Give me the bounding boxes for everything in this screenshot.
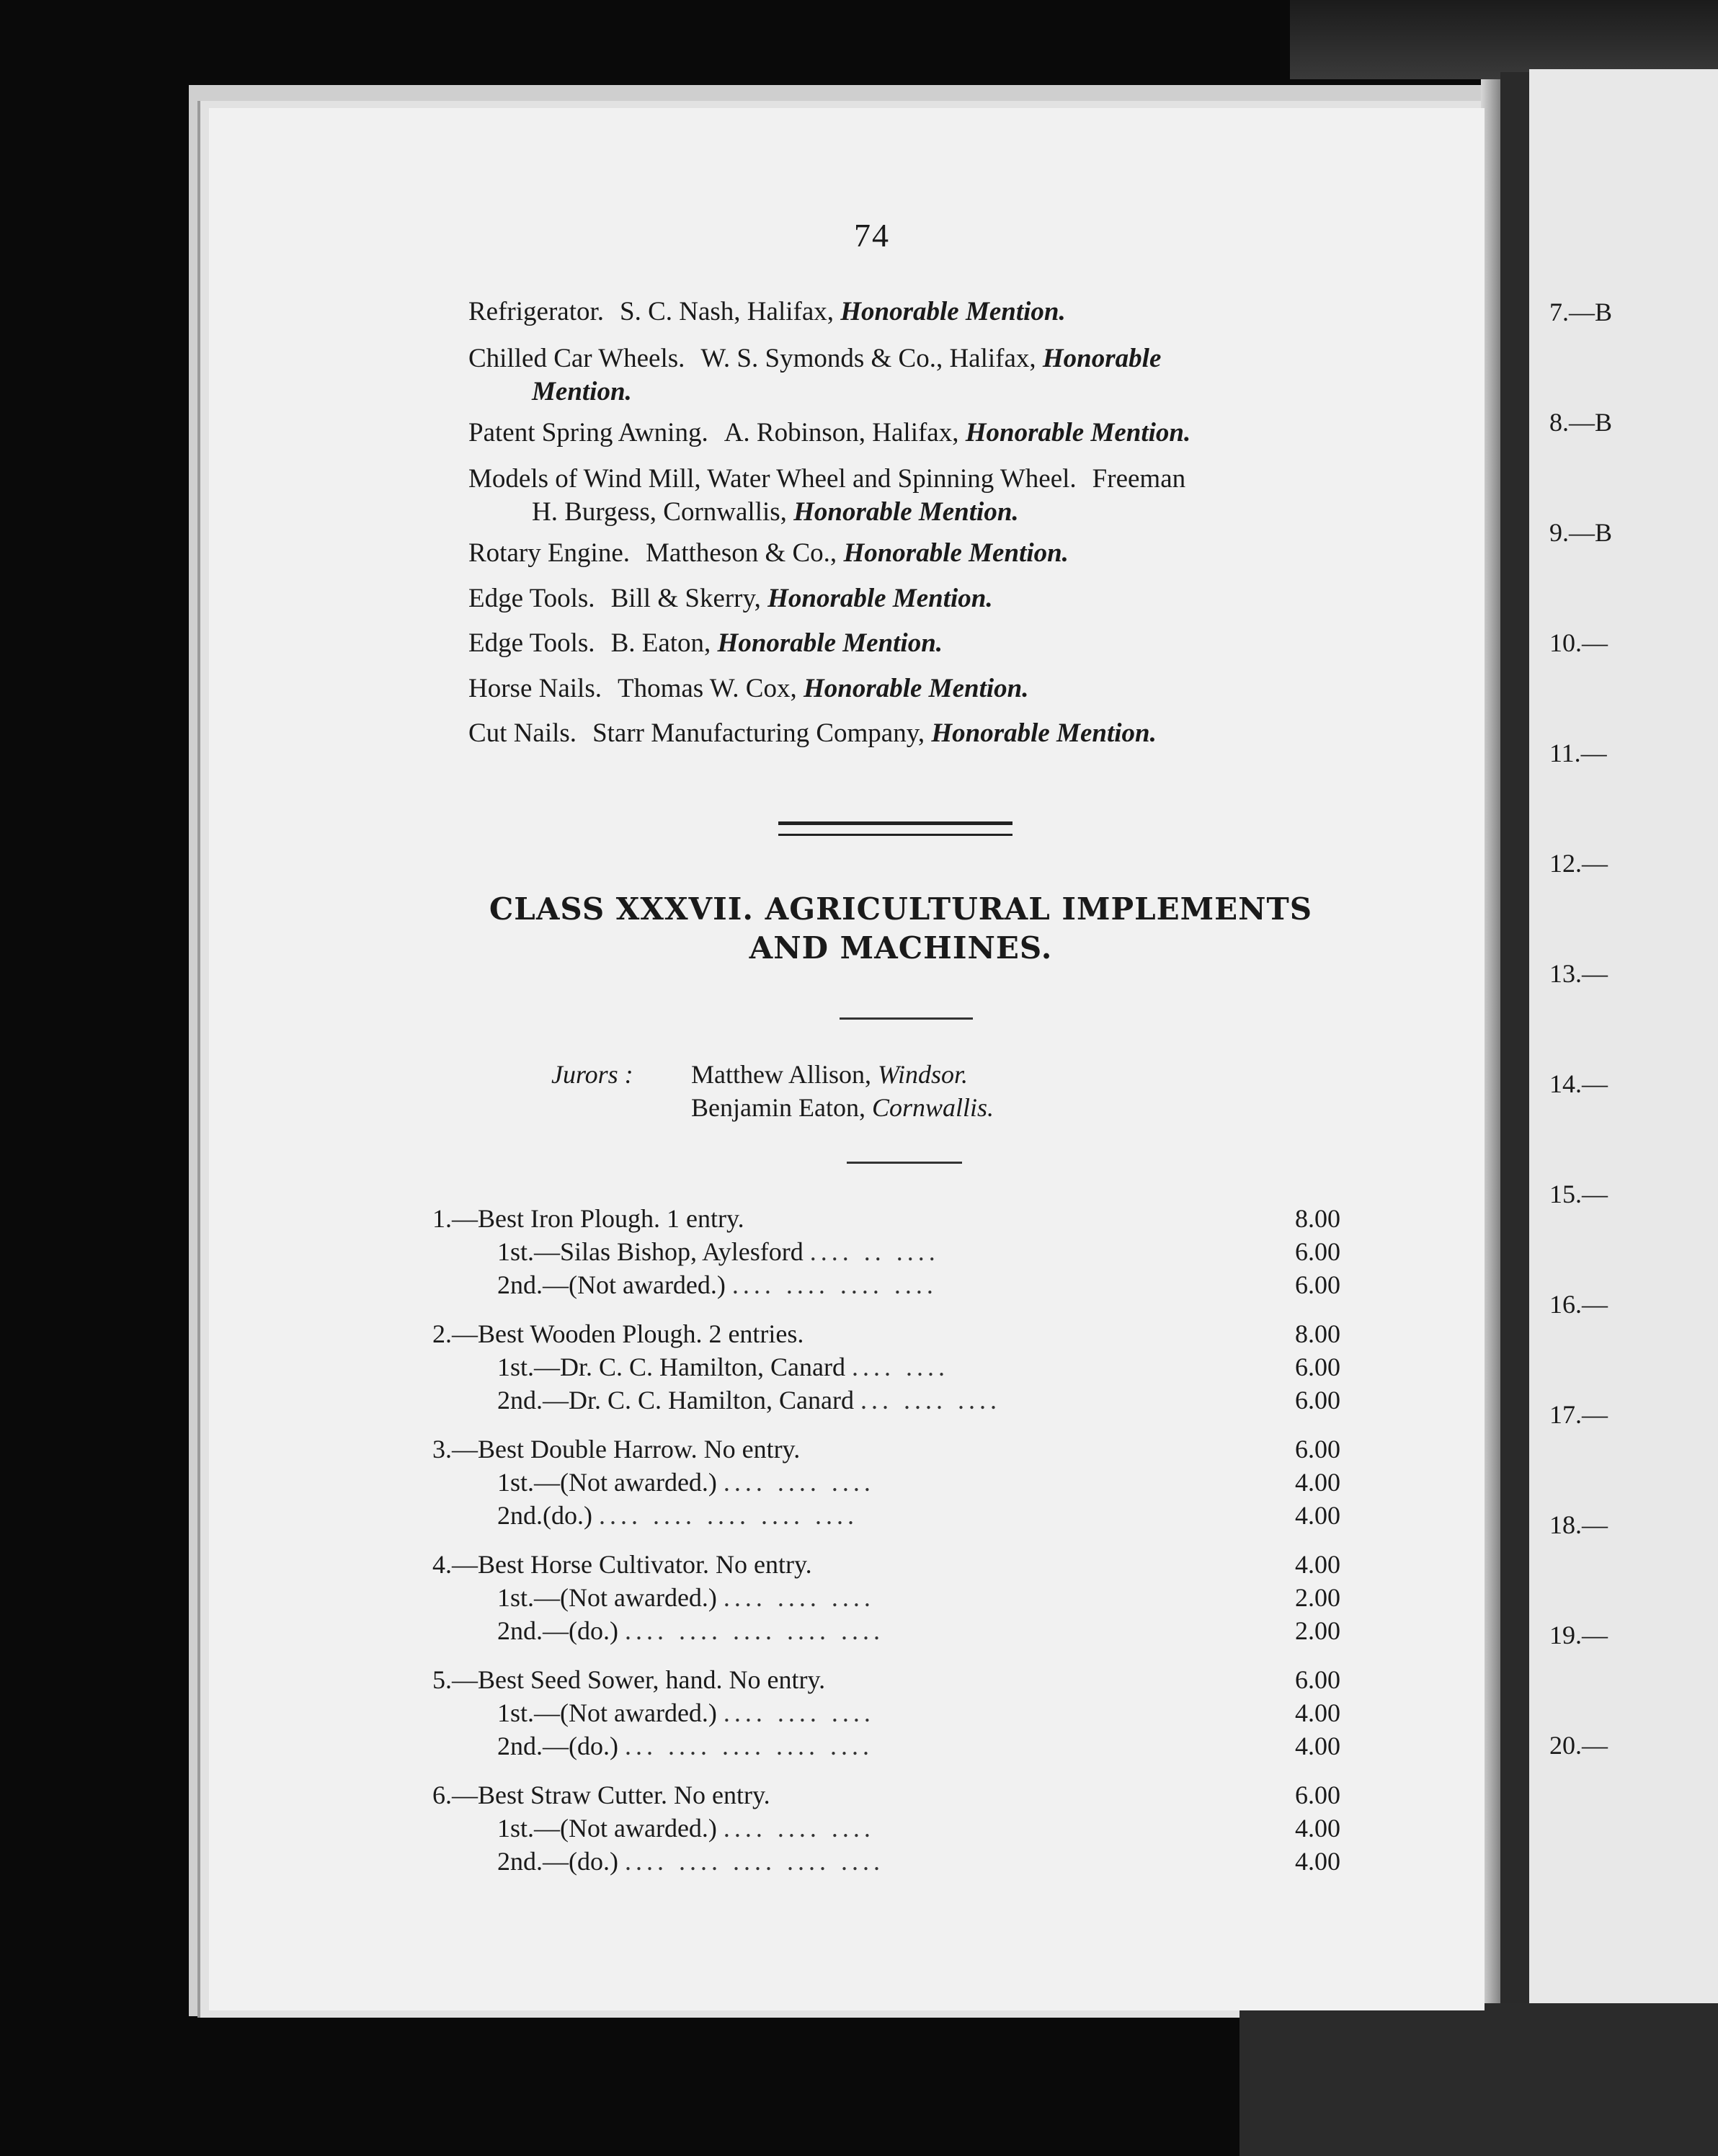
entry-title-row <box>432 1778 1340 1812</box>
prize-winner: 2nd.—(do.) <box>497 1616 618 1645</box>
prize-row <box>432 1235 1340 1268</box>
entry-amount: 8.00 <box>1295 1319 1340 1348</box>
entry-count: No entry. <box>729 1665 826 1694</box>
prize-entry <box>432 1317 1340 1417</box>
award-mention: Honorable Mention. <box>843 538 1069 568</box>
award-mention: Honorable Mention. <box>840 297 1066 326</box>
jurors-names <box>691 1058 994 1124</box>
entry-count: 1 entry. <box>667 1204 744 1233</box>
award-mention: Honorable Mention. <box>767 584 993 613</box>
prize-entry <box>432 1433 1340 1532</box>
prize-winner: 2nd.—Dr. C. C. Hamilton, Canard <box>497 1386 854 1415</box>
heading-rule <box>840 1017 973 1020</box>
facing-entry-number: 17.— <box>1549 1400 1608 1429</box>
leader-dots: .... .... .... <box>723 1583 875 1612</box>
prize-amount: 6.00 <box>1295 1386 1340 1415</box>
entry-title-row <box>432 1202 1340 1235</box>
prize-winner: 2nd.(do.) <box>497 1501 592 1530</box>
award-exhibitor: Mattheson & Co., <box>646 538 837 568</box>
prize-amount: 6.00 <box>1295 1270 1340 1299</box>
award-category: Edge Tools. <box>468 628 595 658</box>
award-mention: Honorable Mention. <box>803 674 1029 703</box>
facing-entry-number: 11.— <box>1549 739 1607 767</box>
facing-entry-number: 8.—B <box>1549 408 1613 437</box>
entry-title: 1.—Best Iron Plough. <box>432 1204 661 1233</box>
prize-winner: 2nd.—(do.) <box>497 1732 618 1760</box>
facing-entry-number: 7.—B <box>1549 298 1613 326</box>
class-heading-line-1: CLASS XXXVII. AGRICULTURAL IMPLEMENTS <box>489 891 1313 927</box>
leader-dots: .... .... .... <box>723 1698 875 1727</box>
entry-title-row <box>432 1433 1340 1466</box>
entry-amount: 4.00 <box>1295 1550 1340 1579</box>
entry-title-row <box>432 1317 1340 1350</box>
award-mention: Honorable Mention. <box>965 418 1191 447</box>
prize-amount: 4.00 <box>1295 1468 1340 1497</box>
prize-row <box>432 1384 1340 1417</box>
prize-amount: 4.00 <box>1295 1698 1340 1727</box>
award-exhibitor: Thomas W. Cox, <box>617 674 797 703</box>
facing-entry-number: 19.— <box>1549 1621 1608 1649</box>
award-category: Edge Tools. <box>468 584 595 613</box>
award-category: Models of Wind Mill, Water Wheel and Spinning Wheel. <box>468 464 1077 494</box>
prize-row <box>432 1499 1340 1532</box>
prize-amount: 4.00 <box>1295 1847 1340 1876</box>
juror-place: Cornwallis. <box>871 1093 994 1122</box>
juror-1 <box>691 1058 994 1091</box>
prize-row <box>432 1466 1340 1499</box>
prize-winner: 1st.—Dr. C. C. Hamilton, Canard <box>497 1353 845 1381</box>
prize-row <box>432 1845 1340 1878</box>
prize-amount: 4.00 <box>1295 1732 1340 1760</box>
award-exhibitor: Freeman <box>1092 464 1186 494</box>
prize-row <box>432 1812 1340 1845</box>
prize-winner: 2nd.—(do.) <box>497 1847 618 1876</box>
facing-entry-number: 13.— <box>1549 959 1608 988</box>
class-heading <box>418 890 1384 968</box>
leader-dots: .... .... .... .... .... <box>624 1616 884 1645</box>
leader-dots: ... .... .... .... .... <box>624 1732 873 1760</box>
prize-winner: 1st.—Silas Bishop, Aylesford <box>497 1237 804 1266</box>
prize-row <box>432 1696 1340 1729</box>
prize-row <box>432 1581 1340 1614</box>
entry-title-row <box>432 1548 1340 1581</box>
prize-winner: 1st.—(Not awarded.) <box>497 1583 717 1612</box>
jurors-label: Jurors : <box>551 1060 633 1089</box>
entry-title: 5.—Best Seed Sower, hand. <box>432 1665 723 1694</box>
juror-name: Benjamin Eaton, <box>691 1093 865 1122</box>
entry-count: No entry. <box>703 1435 801 1464</box>
entry-title: 2.—Best Wooden Plough. <box>432 1319 703 1348</box>
prize-row <box>432 1614 1340 1647</box>
leader-dots: .... .... <box>851 1353 949 1381</box>
prize-amount: 6.00 <box>1295 1237 1340 1266</box>
award-exhibitor-cont: H. Burgess, Cornwallis, <box>532 497 787 527</box>
leader-dots: .... .. .... <box>809 1237 940 1266</box>
prize-entry <box>432 1548 1340 1647</box>
entry-count: 2 entries. <box>708 1319 804 1348</box>
award-mention: Honorable Mention. <box>717 628 943 658</box>
leader-dots: .... .... .... .... .... <box>598 1501 858 1530</box>
award-exhibitor: A. Robinson, Halifax, <box>724 418 959 447</box>
award-item <box>468 416 1369 450</box>
prize-amount: 2.00 <box>1295 1583 1340 1612</box>
leader-dots: .... .... .... .... <box>731 1270 938 1299</box>
award-item <box>468 537 1369 570</box>
section-divider <box>778 821 1012 836</box>
entry-amount: 6.00 <box>1295 1665 1340 1694</box>
book-spine-top <box>1290 0 1718 79</box>
juror-2 <box>691 1091 994 1124</box>
juror-place: Windsor. <box>878 1060 969 1089</box>
prize-entries <box>432 1202 1340 1894</box>
award-item <box>468 627 1369 660</box>
entry-amount: 6.00 <box>1295 1781 1340 1809</box>
entry-amount: 6.00 <box>1295 1435 1340 1464</box>
juror-name: Matthew Allison, <box>691 1060 871 1089</box>
award-item <box>468 463 1369 529</box>
award-category: Chilled Car Wheels. <box>468 344 685 373</box>
leader-dots: .... .... .... .... .... <box>624 1847 884 1876</box>
book-gutter <box>1500 72 1529 2032</box>
award-mention: Honorable Mention. <box>931 718 1157 748</box>
award-mention-continued: Mention. <box>532 377 632 406</box>
prize-amount: 2.00 <box>1295 1616 1340 1645</box>
award-exhibitor: Starr Manufacturing Company, <box>592 718 925 748</box>
facing-entry-number: 12.— <box>1549 849 1608 878</box>
award-category: Refrigerator. <box>468 297 604 326</box>
prize-winner: 2nd.—(Not awarded.) <box>497 1270 726 1299</box>
award-exhibitor: W. S. Symonds & Co., Halifax, <box>700 344 1036 373</box>
entry-title: 6.—Best Straw Cutter. <box>432 1781 667 1809</box>
leader-dots: .... .... .... <box>723 1468 875 1497</box>
prize-entry <box>432 1778 1340 1878</box>
facing-entry-number: 14.— <box>1549 1069 1608 1098</box>
award-category: Horse Nails. <box>468 674 602 703</box>
prize-winner: 1st.—(Not awarded.) <box>497 1698 717 1727</box>
jurors-block <box>551 1058 994 1124</box>
leader-dots: ... .... .... <box>860 1386 1001 1415</box>
entry-title: 4.—Best Horse Cultivator. <box>432 1550 709 1579</box>
prize-amount: 4.00 <box>1295 1501 1340 1530</box>
award-mention: Honorable <box>1042 344 1162 373</box>
facing-entry-number: 9.—B <box>1549 518 1613 547</box>
award-category: Cut Nails. <box>468 718 577 748</box>
award-category: Patent Spring Awning. <box>468 418 708 447</box>
facing-entry-number: 15.— <box>1549 1180 1608 1208</box>
book-spine-bottom <box>1239 2003 1718 2156</box>
entry-count: No entry. <box>715 1550 812 1579</box>
facing-entry-number: 16.— <box>1549 1290 1608 1319</box>
award-mention: Honorable Mention. <box>793 497 1019 527</box>
facing-entry-number: 10.— <box>1549 628 1608 657</box>
prize-row <box>432 1729 1340 1763</box>
leader-dots: .... .... .... <box>723 1814 875 1843</box>
award-item <box>468 295 1369 329</box>
entry-title-row <box>432 1663 1340 1696</box>
entry-amount: 8.00 <box>1295 1204 1340 1233</box>
class-heading-line-2: AND MACHINES. <box>749 930 1053 966</box>
page-number: 74 <box>854 217 890 254</box>
award-item <box>468 672 1369 705</box>
prize-winner: 1st.—(Not awarded.) <box>497 1814 717 1843</box>
prize-row <box>432 1268 1340 1301</box>
award-exhibitor: Bill & Skerry, <box>610 584 761 613</box>
award-exhibitor: S. C. Nash, Halifax, <box>620 297 834 326</box>
prize-amount: 6.00 <box>1295 1353 1340 1381</box>
prize-row <box>432 1350 1340 1384</box>
award-exhibitor: B. Eaton, <box>610 628 711 658</box>
facing-entry-number: 20.— <box>1549 1731 1608 1760</box>
facing-entry-number: 18.— <box>1549 1510 1608 1539</box>
prize-entry <box>432 1202 1340 1301</box>
prize-entry <box>432 1663 1340 1763</box>
prize-amount: 4.00 <box>1295 1814 1340 1843</box>
entry-count: No entry. <box>674 1781 770 1809</box>
prize-winner: 1st.—(Not awarded.) <box>497 1468 717 1497</box>
award-category: Rotary Engine. <box>468 538 631 568</box>
award-item <box>468 342 1369 409</box>
award-exhibitor-continued <box>468 496 1369 529</box>
award-item <box>468 717 1369 750</box>
jurors-rule <box>847 1162 962 1164</box>
award-item <box>468 582 1369 615</box>
entry-title: 3.—Best Double Harrow. <box>432 1435 698 1464</box>
